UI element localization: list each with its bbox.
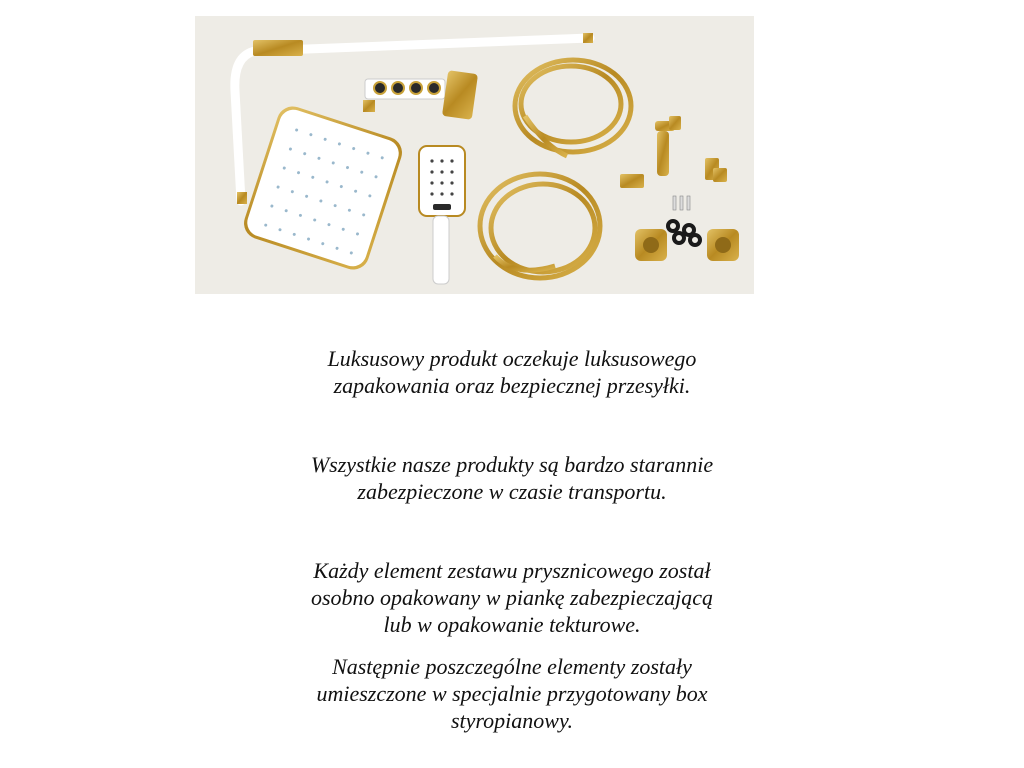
- product-photo: [195, 16, 754, 294]
- mixer-handle: [442, 70, 478, 120]
- escutcheon-right: [707, 229, 739, 261]
- wall-bracket: [620, 174, 644, 188]
- shower-arm: [255, 38, 590, 51]
- escutcheon-left: [635, 229, 667, 261]
- arm-gold-end: [583, 33, 593, 43]
- bidet-sprayer: [655, 116, 681, 176]
- paragraph-line: umieszczone w specjalnie przygotowany box: [316, 681, 708, 706]
- shower-riser: [235, 51, 255, 201]
- shower-set-illustration: [195, 16, 754, 294]
- riser-gold-end: [237, 192, 247, 204]
- paragraph-line: lub w opakowanie tekturowe.: [383, 612, 641, 637]
- paragraph-transport-protection: [0, 451, 1024, 505]
- mixer-knob-1: [374, 82, 386, 94]
- paragraph-line: Wszystkie nasze produkty są bardzo starannie: [310, 452, 714, 477]
- rain-shower-head: [240, 102, 406, 273]
- paragraph-luxury-packaging: [0, 345, 1024, 399]
- paragraph-line: Następnie poszczególne elementy zostały: [332, 654, 692, 679]
- screws: [673, 196, 690, 210]
- mixer-knob-2: [392, 82, 404, 94]
- hose-lower: [480, 174, 600, 278]
- paragraph-line: Luksusowy produkt oczekuje luksusowego: [327, 346, 697, 371]
- hose-upper: [515, 60, 631, 156]
- paragraph-line: zabezpieczone w czasie transportu.: [357, 479, 667, 504]
- arm-gold-bracket: [253, 40, 303, 56]
- paragraph-line: zapakowania oraz bezpiecznej przesyłki.: [333, 373, 691, 398]
- paragraph-line: osobno opakowany w piankę zabezpieczającą: [310, 585, 714, 610]
- paragraph-styrofoam-box: [0, 653, 1024, 734]
- mixer-inlet: [363, 100, 375, 112]
- mixer-knob-3: [410, 82, 422, 94]
- paragraph-line: styropianowy.: [450, 708, 574, 733]
- fitting-elbow-2: [713, 168, 727, 182]
- paragraph-line: Każdy element zestawu prysznicowego został: [313, 558, 711, 583]
- mixer-knob-4: [428, 82, 440, 94]
- hand-shower: [419, 146, 465, 284]
- paragraph-element-packaging: [0, 557, 1024, 638]
- washers: [668, 221, 700, 245]
